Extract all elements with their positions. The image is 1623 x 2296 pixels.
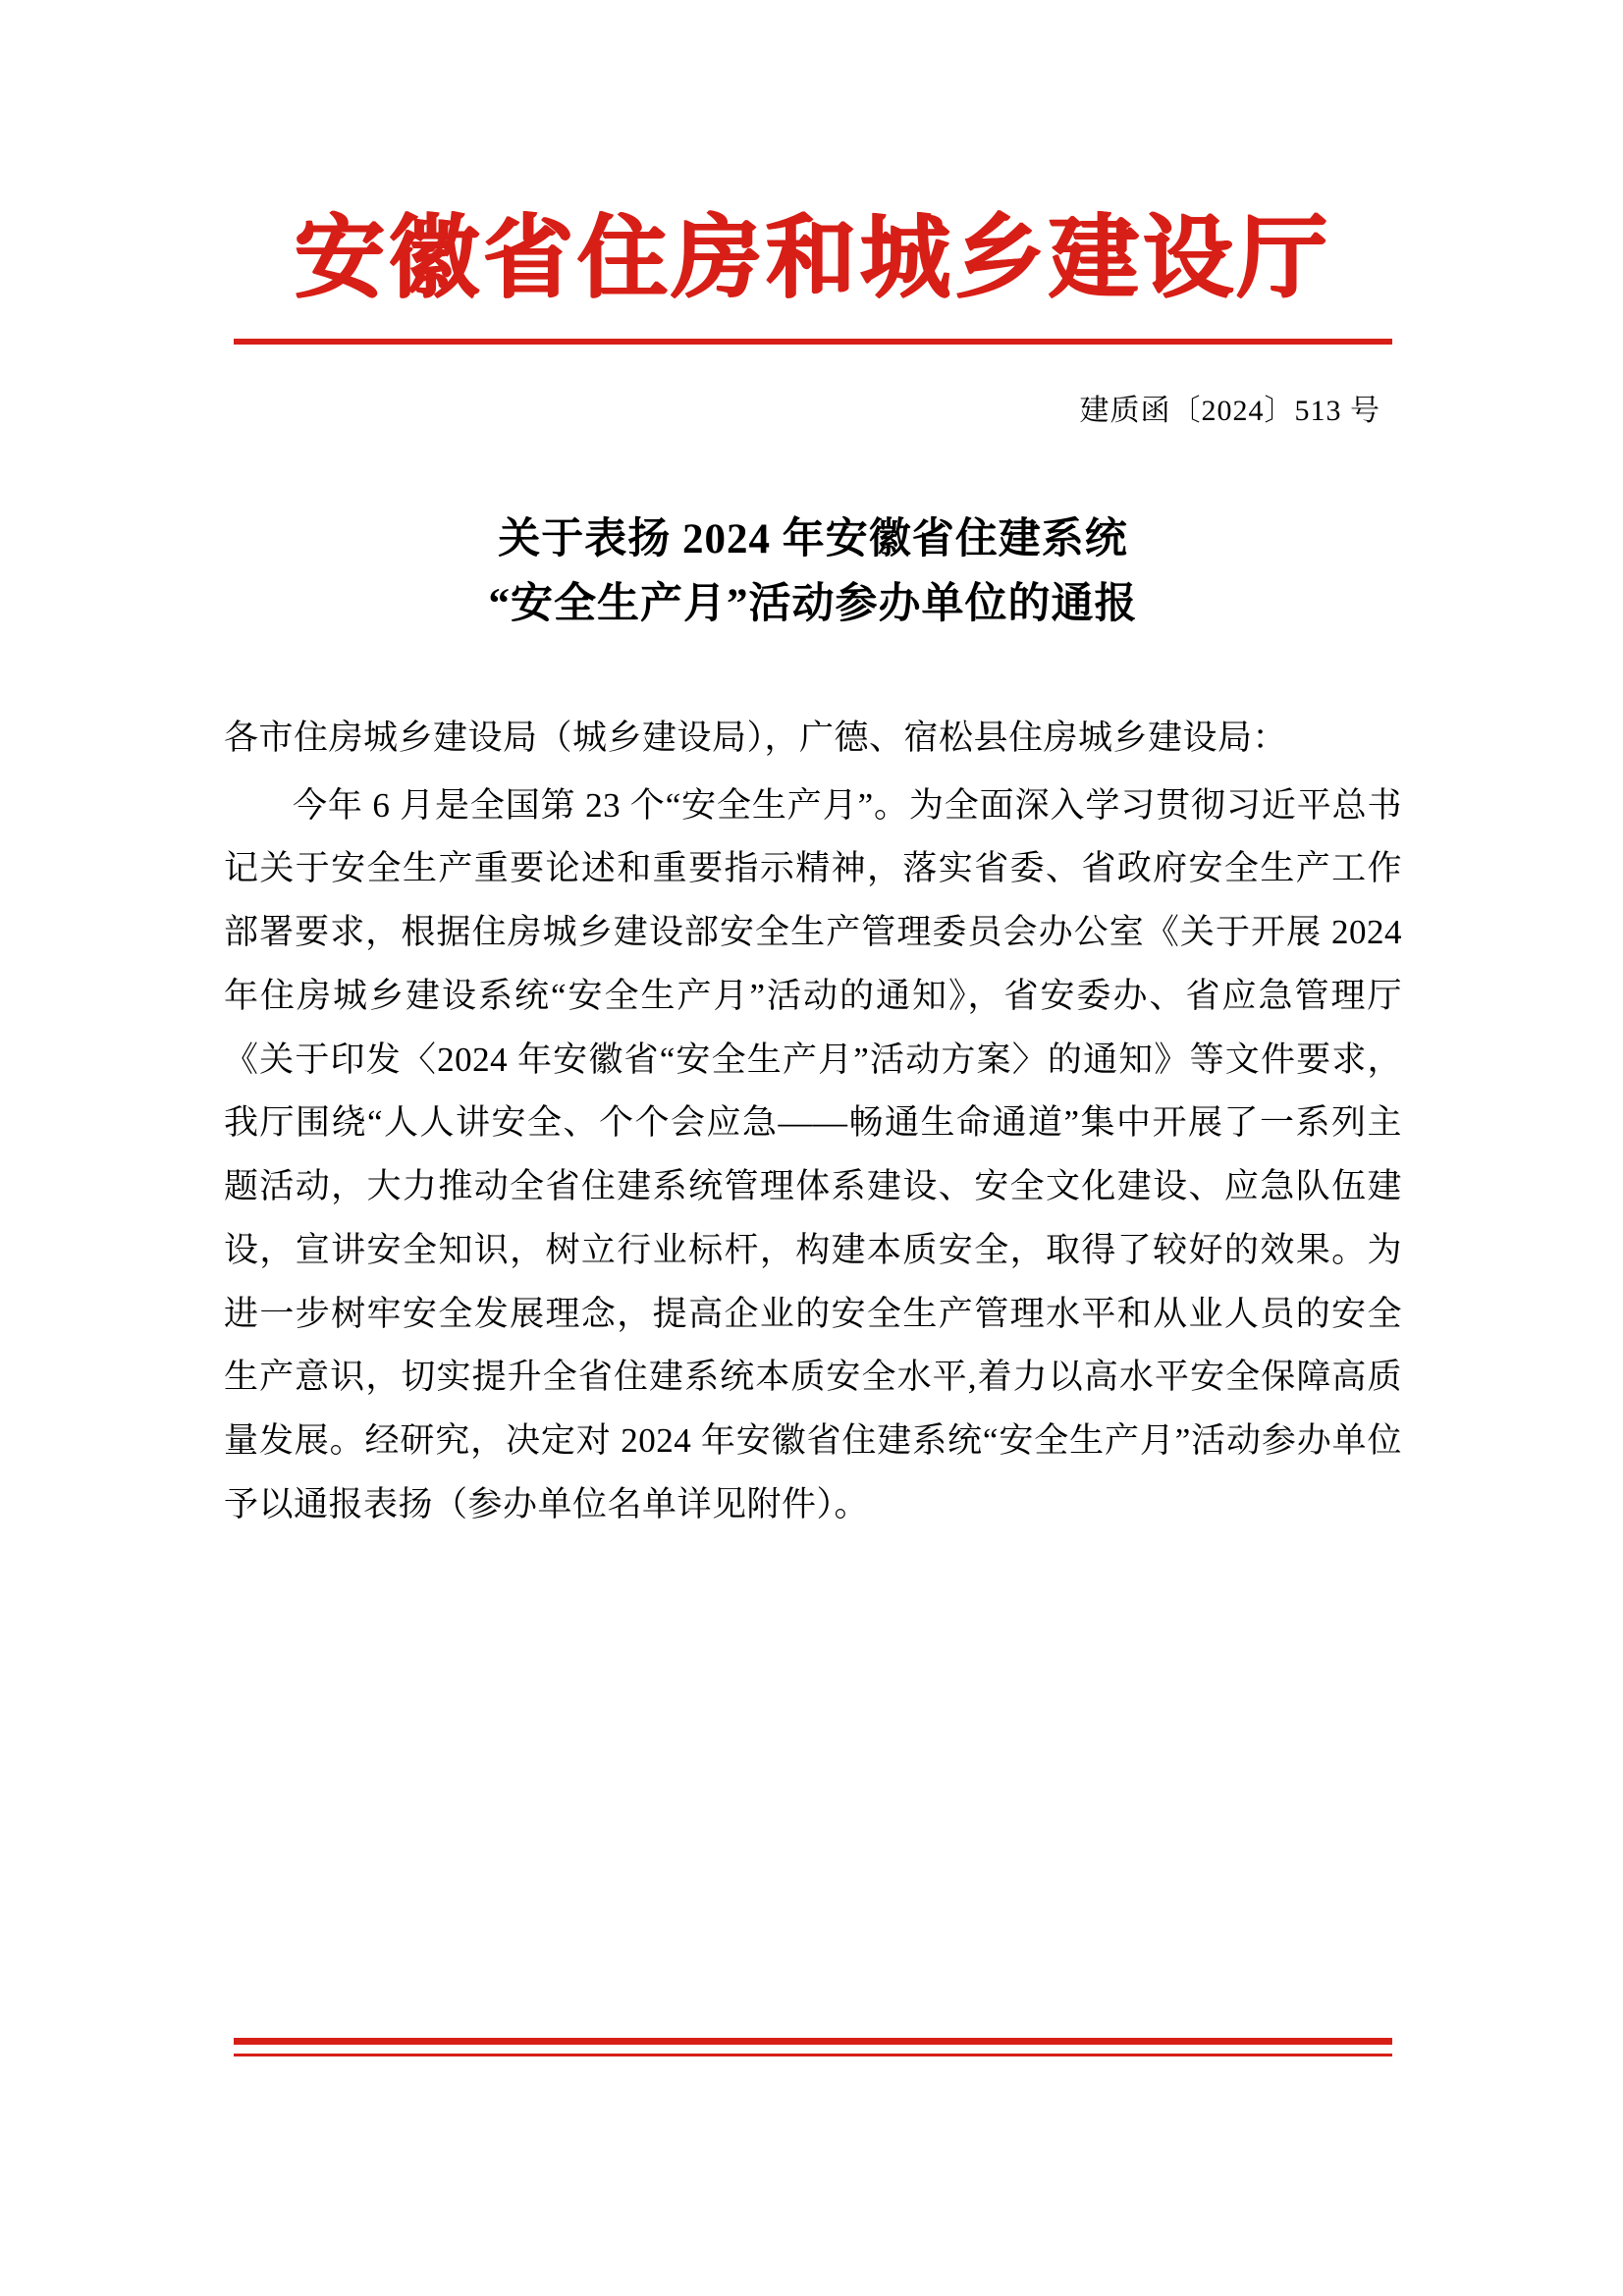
document-title-line-1: 关于表扬 2024 年安徽省住建系统: [498, 515, 1128, 562]
document-body: [224, 707, 1402, 1537]
document-title-line-2: “安全生产月”活动参办单位的通报: [488, 581, 1138, 628]
masthead-divider: [234, 339, 1392, 345]
document-content: [224, 0, 1402, 1537]
issuing-organization-title: 安徽省住房和城乡建设厅: [294, 208, 1331, 308]
document-title: [224, 507, 1402, 638]
footer-divider-thick: [234, 2038, 1392, 2045]
footer-divider-group: [224, 2038, 1402, 2056]
footer-divider-thin: [234, 2054, 1392, 2056]
document-number: 建质函〔2024〕513 号: [1079, 394, 1380, 427]
addressee-line: 各市住房城乡建设局（城乡建设局），广德、宿松县住房城乡建设局：: [224, 718, 1288, 757]
body-paragraph-1: 今年 6 月是全国第 23 个“安全生产月”。为全面深入学习贯彻习近平总书记关于安全生产重要论述和重要指示精神，落实省委、省政府安全生产工作部署要求，根据住房城乡建设部安全生产管理委员会办公室《关于开展 2024 年住房城乡建设系统“安全生产月”活动的通知》，省安委办、省应急管理厅《关于印发〈2024 年安徽省“安全生产月”活动方案〉的通知》等文件要求，我厅围绕“人人讲安全、个个会应急——畅通生命通道”集中开展了一系列主题活动，大力推动全省住建系统管理体系建设、安全文化建设、应急队伍建设，宣讲安全知识，树立行业标杆，构建本质安全，取得了较好的效果。为进一步树牢安全发展理念，提高企业的安全生产管理水平和从业人员的安全生产意识，切实提升全省住建系统本质安全水平,着力以高水平安全保障高质量发展。经研究，决定对 2024 年安徽省住建系统“安全生产月”活动参办单位予以通报表扬（参办单位名单详见附件）。: [224, 785, 1402, 1523]
masthead: [224, 208, 1402, 308]
